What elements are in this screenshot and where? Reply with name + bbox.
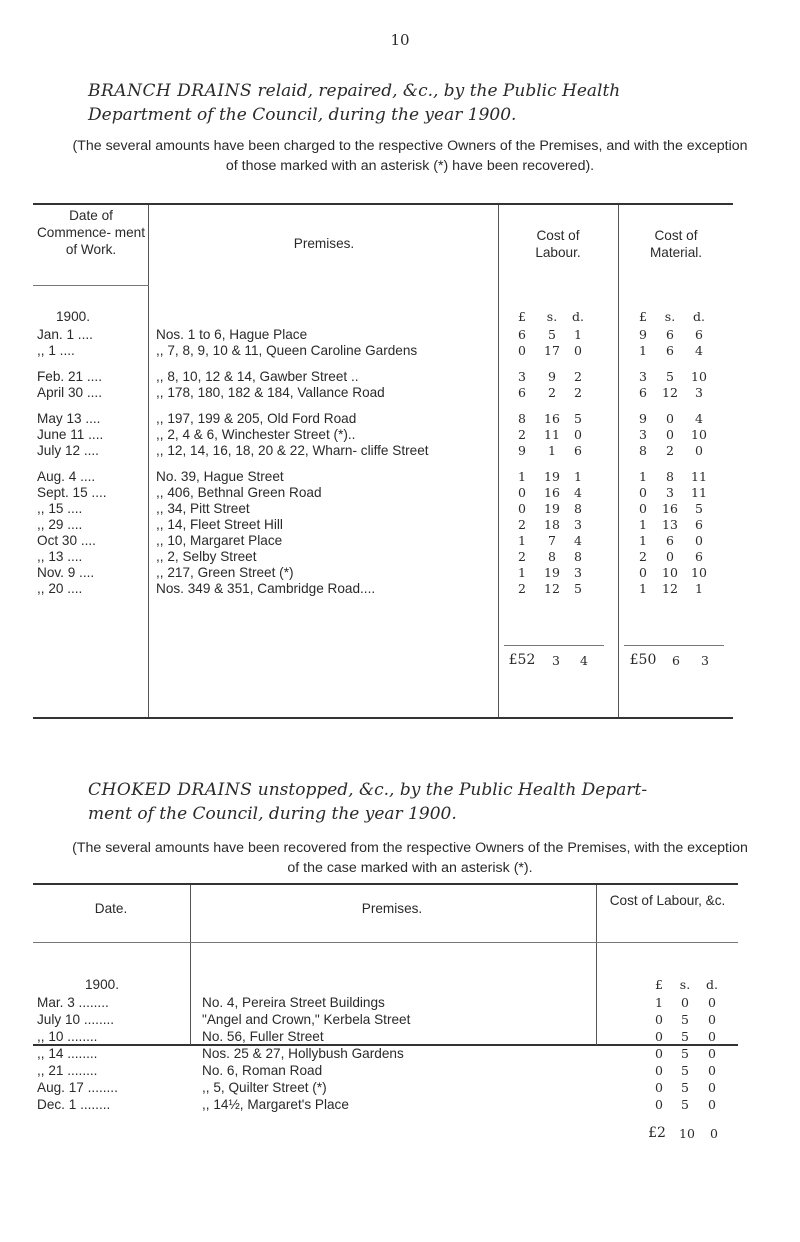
premises-cell: Nos. 1 to 6, Hague Place (156, 327, 308, 342)
labour-value: 2 (574, 369, 582, 384)
material-value: 13 (662, 517, 678, 532)
t2-premises-cell: Nos. 25 & 27, Hollybush Gardens (202, 1046, 404, 1061)
unit-label: £ (518, 309, 526, 324)
labour-value: 7 (548, 533, 556, 548)
labour-value: 1 (518, 469, 526, 484)
page-number: 10 (390, 31, 410, 49)
labour-value: 19 (544, 501, 560, 516)
t2-cost-total: £2 (648, 1125, 666, 1141)
t2-date-cell: ,, 14 ........ (37, 1046, 98, 1061)
section1-note: (The several amounts have been charged to the respective Owners of the Premises, and with the exception of those marked with an asterisk (*) have been recovered). (72, 138, 748, 174)
labour-value: 6 (518, 327, 526, 342)
labour-value: 3 (518, 369, 526, 384)
labour-value: 19 (544, 469, 560, 484)
premises-cell: ,, 7, 8, 9, 10 & 11, Queen Caroline Gardens (156, 343, 418, 358)
material-value: 6 (666, 343, 674, 358)
t2-col-date-header: Date. (94, 901, 128, 916)
date-cell: Jan. 1 .... (37, 327, 93, 342)
labour-value: 9 (548, 369, 556, 384)
t2-premises-cell: No. 6, Roman Road (202, 1063, 323, 1078)
t2-cost-value: 0 (708, 1097, 716, 1112)
labour-value: 9 (518, 443, 526, 458)
date-cell: Aug. 4 .... (37, 469, 96, 484)
material-value: 5 (666, 369, 674, 384)
material-value: 1 (639, 343, 647, 358)
material-value: 8 (666, 469, 674, 484)
table2-divider (596, 885, 597, 1045)
material-value: 6 (695, 327, 703, 342)
labour-value: 2 (518, 581, 526, 596)
labour-total: 3 (552, 653, 560, 668)
labour-value: 8 (574, 549, 582, 564)
labour-value: 1 (574, 327, 582, 342)
t2-cost-value: 0 (681, 995, 689, 1010)
labour-total: £52 (508, 652, 536, 668)
col-premises-header: Premises. (293, 236, 355, 251)
date-cell: ,, 13 .... (37, 549, 83, 564)
t2-unit-label: s. (679, 977, 691, 992)
t2-cost-value: 0 (655, 1029, 663, 1044)
material-value: 0 (666, 411, 674, 426)
t2-premises-cell: No. 4, Pereira Street Buildings (202, 995, 385, 1010)
material-value: 0 (639, 565, 647, 580)
premises-cell: ,, 12, 14, 16, 18, 20 & 22, Wharn- cliffe Street (156, 443, 429, 458)
date-cell: Sept. 15 .... (37, 485, 107, 500)
unit-label: s. (664, 309, 676, 324)
material-total: £50 (629, 652, 657, 668)
material-value: 12 (662, 581, 678, 596)
table1-header-rule (33, 285, 149, 286)
premises-cell: ,, 2, Selby Street (156, 549, 257, 564)
material-value: 0 (666, 549, 674, 564)
material-value: 1 (695, 581, 703, 596)
material-total: 6 (672, 653, 680, 668)
labour-value: 2 (518, 549, 526, 564)
date-cell: ,, 20 .... (37, 581, 83, 596)
material-value: 12 (662, 385, 678, 400)
date-cell: Feb. 21 .... (37, 369, 102, 384)
t2-cost-value: 0 (708, 1012, 716, 1027)
col-material-header: Cost of Material. (649, 228, 703, 260)
material-total-rule (624, 645, 724, 646)
table1-divider (618, 205, 619, 717)
material-value: 6 (695, 517, 703, 532)
material-value: 1 (639, 517, 647, 532)
labour-value: 3 (574, 517, 582, 532)
premises-cell: ,, 217, Green Street (*) (156, 565, 294, 580)
labour-value: 0 (518, 343, 526, 358)
labour-value: 2 (548, 385, 556, 400)
labour-value: 19 (544, 565, 560, 580)
material-value: 0 (695, 533, 703, 548)
t2-cost-value: 0 (708, 1080, 716, 1095)
year-label: 1900. (56, 309, 91, 324)
unit-label: s. (546, 309, 558, 324)
material-value: 0 (666, 427, 674, 442)
material-value: 6 (695, 549, 703, 564)
material-value: 10 (662, 565, 678, 580)
material-value: 1 (639, 581, 647, 596)
t2-cost-value: 0 (708, 995, 716, 1010)
t2-year-label: 1900. (85, 977, 120, 992)
section1-heading-line2: Department of the Council, during the year 1900. (88, 105, 517, 125)
material-value: 3 (639, 369, 647, 384)
t2-cost-value: 5 (681, 1097, 689, 1112)
material-total: 3 (701, 653, 709, 668)
labour-value: 16 (544, 485, 560, 500)
t2-cost-value: 5 (681, 1063, 689, 1078)
labour-value: 5 (574, 581, 582, 596)
labour-value: 1 (518, 565, 526, 580)
premises-cell: ,, 34, Pitt Street (156, 501, 250, 516)
t2-cost-value: 0 (708, 1063, 716, 1078)
material-value: 4 (695, 411, 703, 426)
date-cell: July 12 .... (37, 443, 99, 458)
table1-top-rule (33, 203, 733, 205)
material-value: 10 (691, 369, 707, 384)
premises-cell: ,, 8, 10, 12 & 14, Gawber Street .. (156, 369, 359, 384)
labour-total: 4 (580, 653, 588, 668)
t2-cost-value: 0 (655, 1080, 663, 1095)
labour-value: 12 (544, 581, 560, 596)
t2-date-cell: July 10 ........ (37, 1012, 115, 1027)
labour-value: 4 (574, 485, 582, 500)
labour-value: 8 (574, 501, 582, 516)
material-value: 8 (639, 443, 647, 458)
t2-unit-label: £ (655, 977, 663, 992)
t2-cost-value: 0 (655, 1097, 663, 1112)
labour-value: 6 (574, 443, 582, 458)
material-value: 2 (666, 443, 674, 458)
date-cell: ,, 15 .... (37, 501, 83, 516)
labour-value: 1 (574, 469, 582, 484)
t2-premises-cell: "Angel and Crown," Kerbela Street (202, 1012, 411, 1027)
labour-value: 8 (518, 411, 526, 426)
t2-premises-cell: No. 56, Fuller Street (202, 1029, 324, 1044)
material-value: 1 (639, 469, 647, 484)
labour-value: 0 (574, 427, 582, 442)
col-labour-header: Cost of Labour. (535, 228, 581, 260)
premises-cell: ,, 197, 199 & 205, Old Ford Road (156, 411, 357, 426)
material-value: 9 (639, 411, 647, 426)
t2-cost-value: 0 (655, 1063, 663, 1078)
date-cell: May 13 .... (37, 411, 101, 426)
material-value: 0 (639, 501, 647, 516)
labour-value: 11 (544, 427, 560, 442)
material-value: 16 (662, 501, 678, 516)
section2-heading-caps: CHOKED DRAINS (88, 780, 253, 800)
labour-value: 1 (518, 533, 526, 548)
premises-cell: No. 39, Hague Street (156, 469, 284, 484)
premises-cell: ,, 2, 4 & 6, Winchester Street (*).. (156, 427, 356, 442)
date-cell: ,, 29 .... (37, 517, 83, 532)
premises-cell: ,, 10, Margaret Place (156, 533, 283, 548)
labour-value: 0 (518, 485, 526, 500)
labour-value: 2 (518, 517, 526, 532)
material-value: 6 (666, 327, 674, 342)
table2-header-rule (33, 942, 738, 943)
date-cell: Oct 30 .... (37, 533, 96, 548)
date-cell: June 11 .... (37, 427, 104, 442)
material-value: 10 (691, 565, 707, 580)
material-value: 11 (691, 469, 707, 484)
date-cell: ,, 1 .... (37, 343, 75, 358)
table1-divider (148, 205, 149, 717)
section2-heading (88, 778, 748, 802)
labour-value: 17 (544, 343, 560, 358)
material-value: 3 (666, 485, 674, 500)
t2-date-cell: ,, 21 ........ (37, 1063, 98, 1078)
section2-heading-rest: unstopped, &c., by the Public Health Depart- (257, 780, 648, 800)
premises-cell: ,, 178, 180, 182 & 184, Vallance Road (156, 385, 385, 400)
labour-value: 0 (518, 501, 526, 516)
table2-top-rule (33, 883, 738, 885)
t2-date-cell: ,, 10 ........ (37, 1029, 98, 1044)
t2-cost-total: 0 (710, 1126, 718, 1141)
table1-bottom-rule (33, 717, 733, 719)
date-cell: Nov. 9 .... (37, 565, 95, 580)
premises-cell: Nos. 349 & 351, Cambridge Road.... (156, 581, 376, 596)
material-value: 5 (695, 501, 703, 516)
material-value: 6 (639, 385, 647, 400)
t2-premises-cell: ,, 5, Quilter Street (*) (202, 1080, 327, 1095)
section2-note: (The several amounts have been recovered from the respective Owners of the Premises, with the exception of the case marked with an asterisk (*). (72, 840, 748, 876)
material-value: 9 (639, 327, 647, 342)
t2-cost-value: 5 (681, 1029, 689, 1044)
t2-unit-label: d. (706, 977, 718, 992)
section1-heading (88, 79, 748, 103)
material-value: 10 (691, 427, 707, 442)
date-cell: April 30 .... (37, 385, 102, 400)
table1-divider (498, 205, 499, 717)
section1-heading-caps: BRANCH DRAINS (88, 81, 253, 101)
labour-value: 0 (574, 343, 582, 358)
t2-date-cell: Aug. 17 ........ (37, 1080, 118, 1095)
labour-value: 1 (548, 443, 556, 458)
premises-cell: ,, 406, Bethnal Green Road (156, 485, 322, 500)
material-value: 6 (666, 533, 674, 548)
t2-col-premises-header: Premises. (361, 901, 423, 916)
col-date-header: Date of Commence- ment of Work. (36, 208, 146, 257)
t2-cost-value: 5 (681, 1046, 689, 1061)
labour-value: 5 (574, 411, 582, 426)
section1-heading-rest: relaid, repaired, &c., by the Public Health (257, 81, 621, 101)
t2-cost-value: 0 (655, 1012, 663, 1027)
t2-date-cell: Mar. 3 ........ (37, 995, 109, 1010)
t2-cost-value: 5 (681, 1012, 689, 1027)
material-value: 3 (695, 385, 703, 400)
labour-value: 4 (574, 533, 582, 548)
t2-cost-total: 10 (679, 1126, 695, 1141)
labour-value: 8 (548, 549, 556, 564)
labour-total-rule (504, 645, 604, 646)
labour-value: 3 (574, 565, 582, 580)
labour-value: 18 (544, 517, 560, 532)
t2-cost-value: 0 (708, 1046, 716, 1061)
labour-value: 16 (544, 411, 560, 426)
material-value: 3 (639, 427, 647, 442)
t2-date-cell: Dec. 1 ........ (37, 1097, 111, 1112)
premises-cell: ,, 14, Fleet Street Hill (156, 517, 283, 532)
section2-heading-line2: ment of the Council, during the year 1900. (88, 804, 457, 824)
unit-label: £ (639, 309, 647, 324)
table2-divider (190, 885, 191, 1045)
material-value: 4 (695, 343, 703, 358)
labour-value: 2 (574, 385, 582, 400)
material-value: 0 (695, 443, 703, 458)
labour-value: 6 (518, 385, 526, 400)
material-value: 2 (639, 549, 647, 564)
t2-col-cost-header: Cost of Labour, &c. (609, 893, 726, 908)
t2-premises-cell: ,, 14½, Margaret's Place (202, 1097, 349, 1112)
unit-label: d. (572, 309, 584, 324)
material-value: 1 (639, 533, 647, 548)
labour-value: 5 (548, 327, 556, 342)
unit-label: d. (693, 309, 705, 324)
material-value: 0 (639, 485, 647, 500)
t2-cost-value: 1 (655, 995, 663, 1010)
t2-cost-value: 5 (681, 1080, 689, 1095)
t2-cost-value: 0 (655, 1046, 663, 1061)
labour-value: 2 (518, 427, 526, 442)
material-value: 11 (691, 485, 707, 500)
t2-cost-value: 0 (708, 1029, 716, 1044)
